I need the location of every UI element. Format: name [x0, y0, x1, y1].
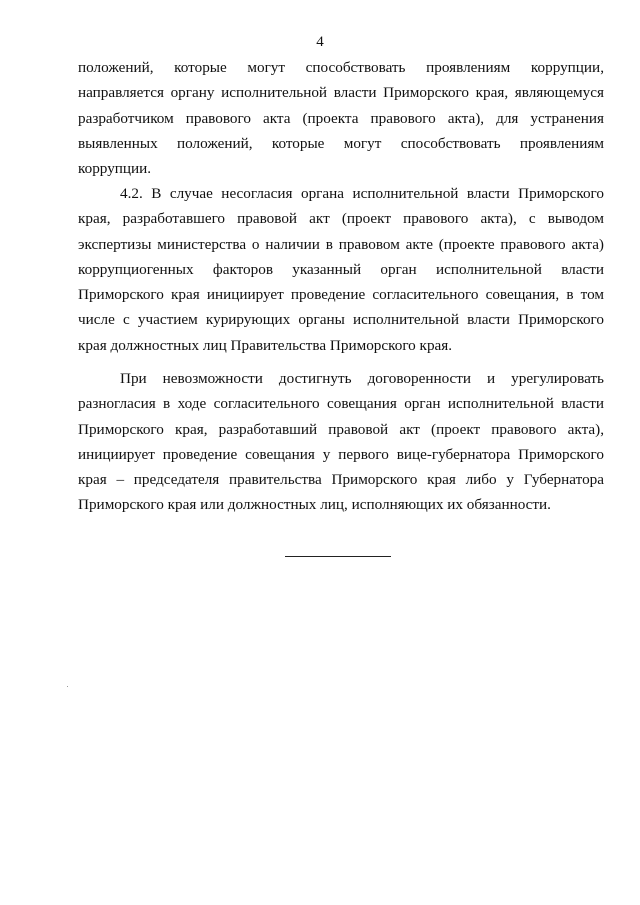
scan-speck — [67, 686, 68, 687]
paragraph-continuation — [78, 55, 604, 181]
paragraph-4-2 — [78, 181, 604, 358]
text-line: края, разработавшего правовой акт (проект правового акта), с выводом — [78, 210, 604, 228]
text-line: выявленных положений, которые могут способствовать проявлениям — [78, 134, 604, 152]
text-line: направляется органу исполнительной власти Приморского края, являющемуся — [78, 84, 604, 102]
text-line: разработчиком правового акта (проекта правового акта), для устранения — [78, 109, 604, 127]
text-line: инициирует проведение совещания у первого вице-губернатора Приморского — [78, 445, 604, 463]
text-line: Приморского края или должностных лиц, исполняющих их обязанности. — [78, 496, 551, 514]
paragraph-disagreement — [78, 366, 604, 518]
text-line: края должностных лиц Правительства Приморского края. — [78, 336, 453, 354]
text-line: экспертизы министерства о наличии в правовом акте (проекте правового акта) — [78, 235, 604, 253]
text-line: разногласия в ходе согласительного совещания орган исполнительной власти — [78, 395, 604, 413]
text-line: 4.2. В случае несогласия органа исполнительной власти Приморского — [120, 185, 604, 202]
page-number: 4 — [316, 34, 324, 50]
text-line: положений, которые могут способствовать проявлениям коррупции, — [78, 59, 604, 76]
end-separator-line — [285, 556, 391, 557]
text-line: числе с участием курирующих органы исполнительной власти Приморского — [78, 311, 604, 329]
text-line: коррупции. — [78, 160, 152, 178]
text-line: При невозможности достигнуть договоренности и урегулировать — [120, 370, 604, 387]
text-line: Приморского края инициирует проведение согласительного совещания, в том — [78, 286, 604, 304]
text-line: Приморского края, разработавший правовой акт (проект правового акта), — [78, 420, 604, 438]
text-line: края – председателя правительства Приморского края либо у Губернатора — [78, 471, 604, 489]
text-line: коррупциогенных факторов указанный орган исполнительной власти — [78, 260, 604, 278]
